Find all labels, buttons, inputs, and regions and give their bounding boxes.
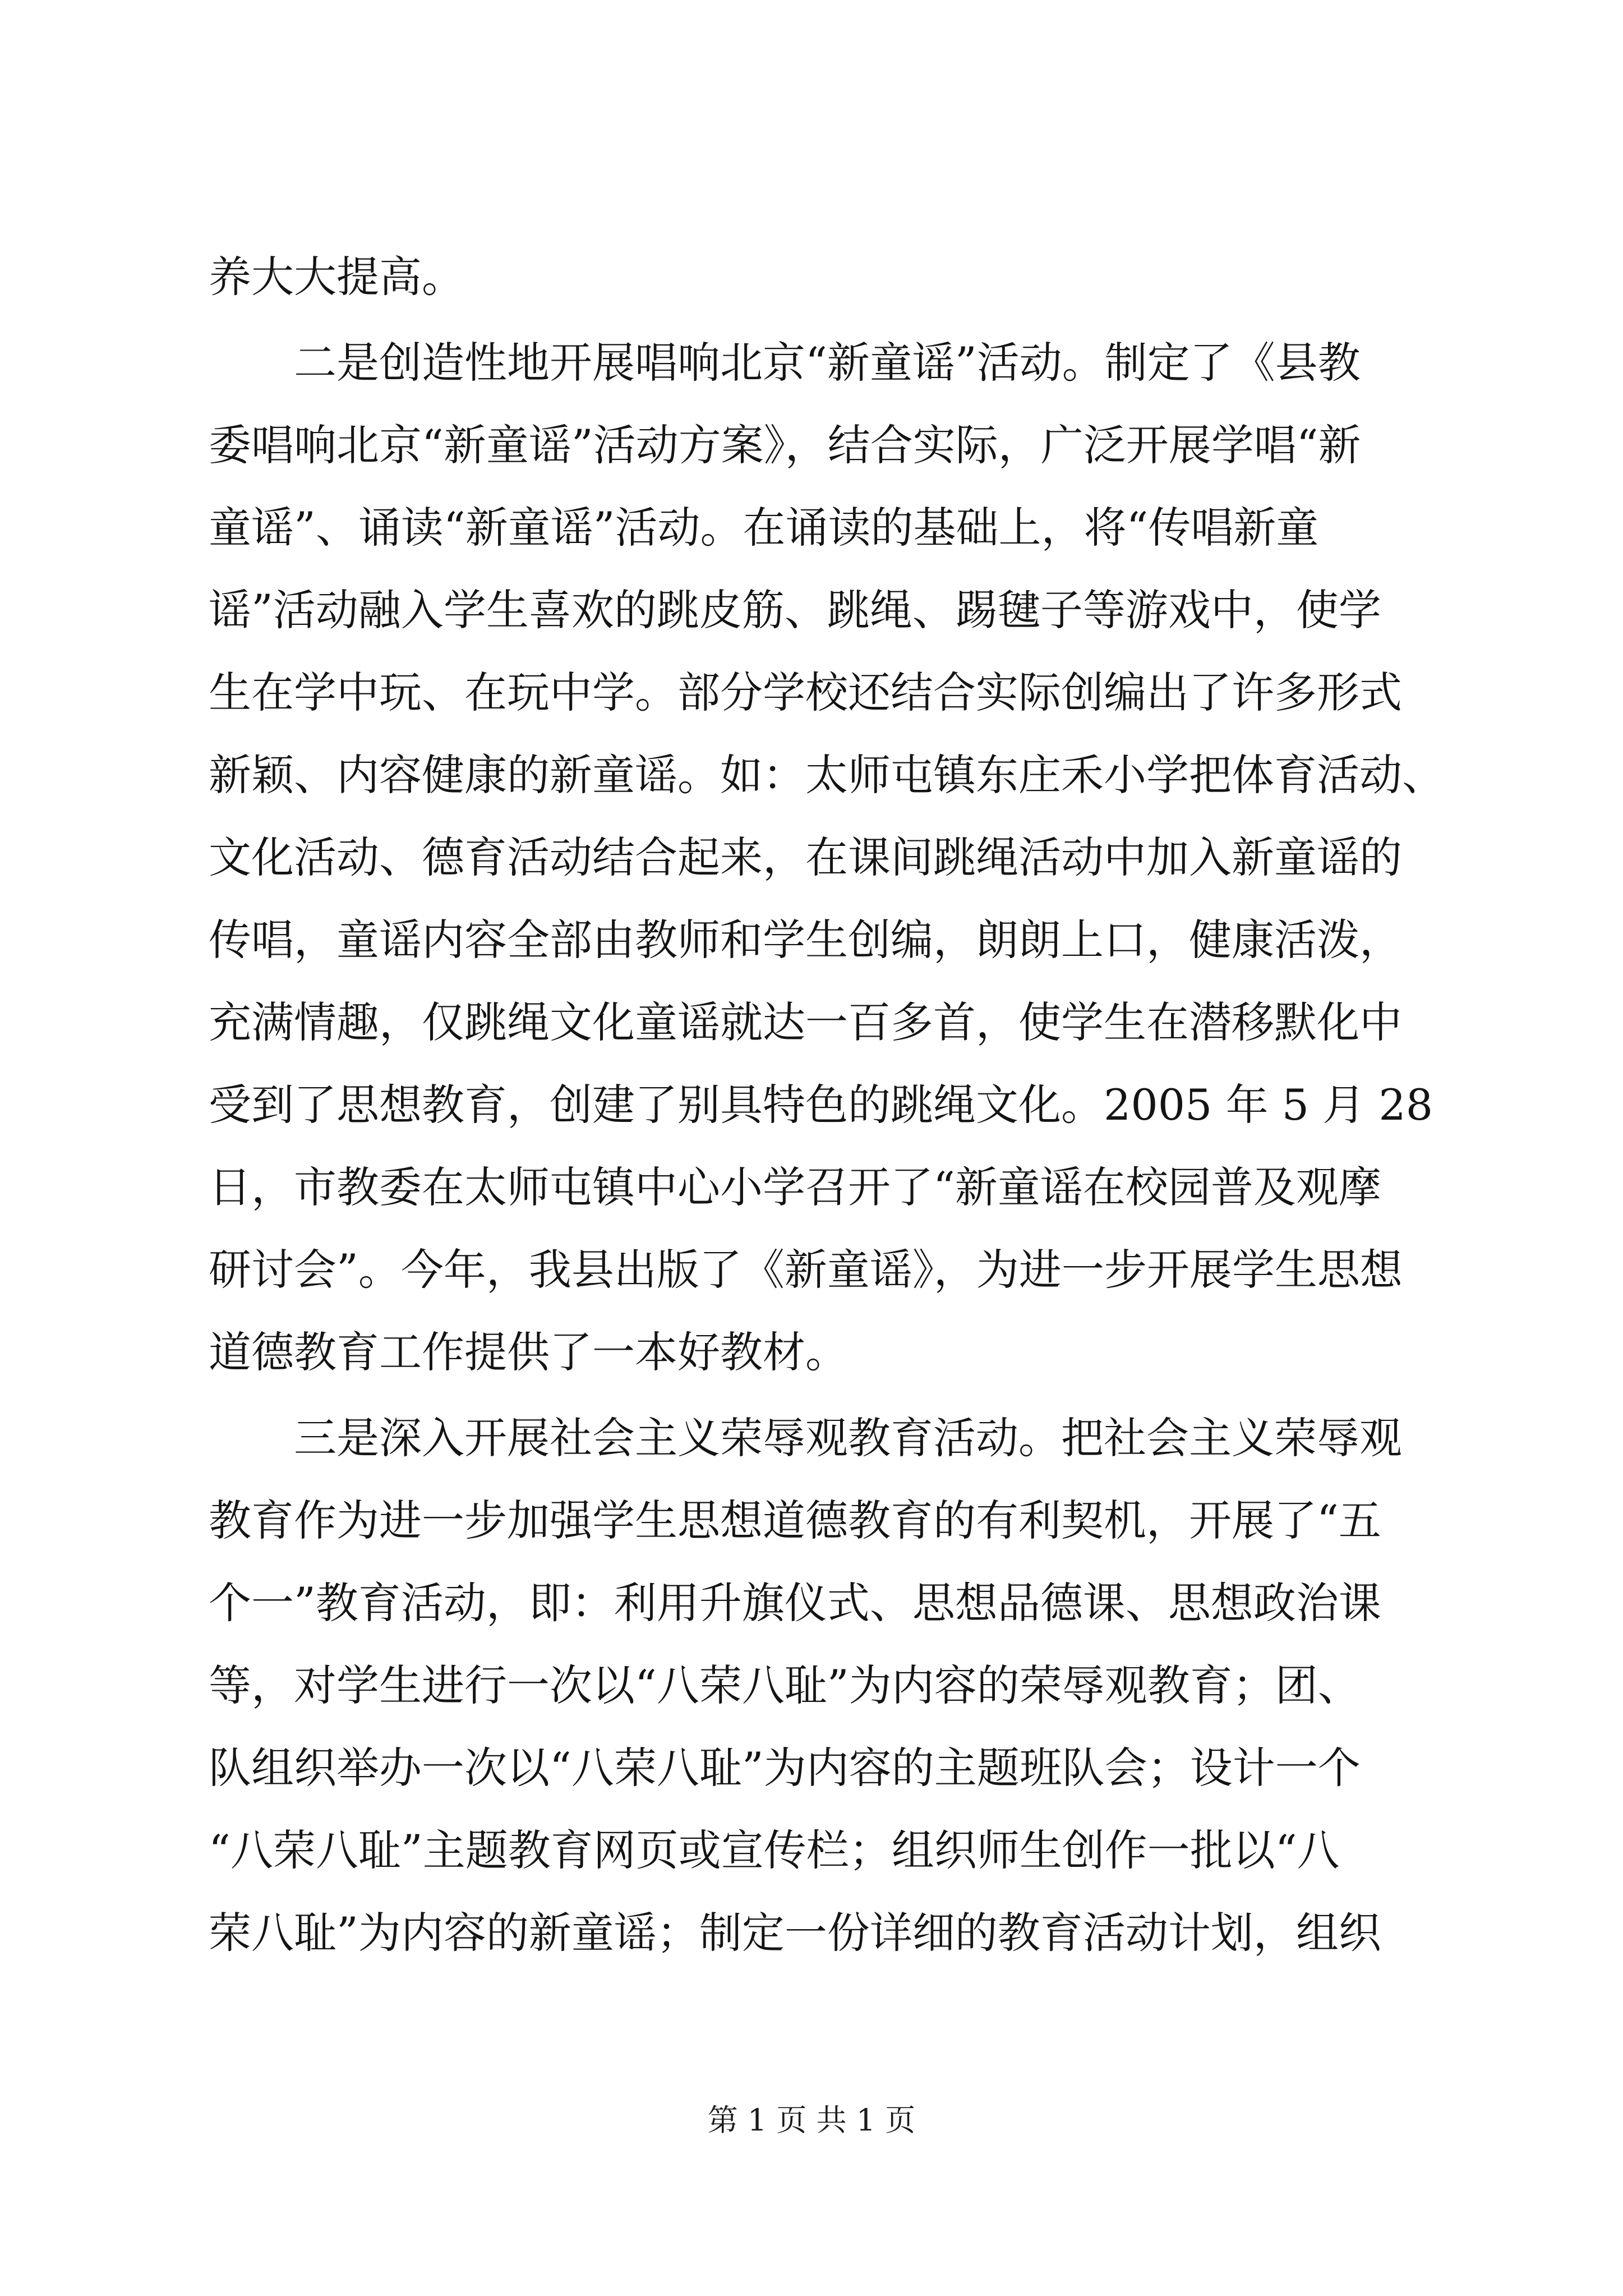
- text-line: 研讨会”。今年，我县出版了《新童谣》，为进一步开展学生思想: [209, 1245, 1403, 1295]
- text-line: 等，对学生进行一次以“八荣八耻”为内容的荣辱观教育；团、: [209, 1660, 1361, 1710]
- text-line: 二是创造性地开展唱响北京“新童谣”活动。制定了《县教: [209, 338, 1361, 388]
- text-line: 个一”教育活动，即：利用升旗仪式、思想品德课、思想政治课: [209, 1578, 1381, 1628]
- body-text: [209, 236, 1445, 1974]
- text-line: 充满情趣，仅跳绳文化童谣就达一百多首，使学生在潜移默化中: [209, 997, 1402, 1047]
- text-line: 新颖、内容健康的新童谣。如：太师屯镇东庄禾小学把体育活动、: [209, 750, 1445, 800]
- text-line: 荣八耻”为内容的新童谣；制定一份详细的教育活动计划，组织: [209, 1908, 1381, 1958]
- text-line: “八荣八耻”主题教育网页或宣传栏；组织师生创作一批以“八: [209, 1825, 1340, 1875]
- text-line: 传唱，童谣内容全部由教师和学生创编，朗朗上口，健康活泼，: [209, 915, 1402, 965]
- text-line: 文化活动、德育活动结合起来，在课间跳绳活动中加入新童谣的: [209, 832, 1402, 882]
- text-line: 养大大提高。: [209, 252, 464, 302]
- text-line: 童谣”、诵读“新童谣”活动。在诵读的基础上，将“传唱新童: [209, 503, 1319, 553]
- text-line: 队组织举办一次以“八荣八耻”为内容的主题班队会；设计一个: [209, 1743, 1361, 1793]
- text-line: 谣”活动融入学生喜欢的跳皮筋、跳绳、踢毽子等游戏中，使学: [209, 585, 1381, 635]
- text-line: 教育作为进一步加强学生思想道德教育的有利契机，开展了“五: [209, 1496, 1381, 1545]
- page-footer: 第 1 页 共 1 页: [707, 2102, 916, 2138]
- text-line: 委唱响北京“新童谣”活动方案》，结合实际，广泛开展学唱“新: [209, 420, 1361, 470]
- text-line: 三是深入开展社会主义荣辱观教育活动。把社会主义荣辱观: [209, 1413, 1402, 1463]
- text-line: 道德教育工作提供了一本好教材。: [209, 1327, 848, 1377]
- text-line: 日，市教委在太师屯镇中心小学召开了“新童谣在校园普及观摩: [209, 1162, 1381, 1212]
- text-line: 受到了思想教育，创建了别具特色的跳绳文化。2005 年 5 月 28: [209, 1080, 1433, 1130]
- text-line: 生在学中玩、在玩中学。部分学校还结合实际创编出了许多形式: [209, 668, 1402, 717]
